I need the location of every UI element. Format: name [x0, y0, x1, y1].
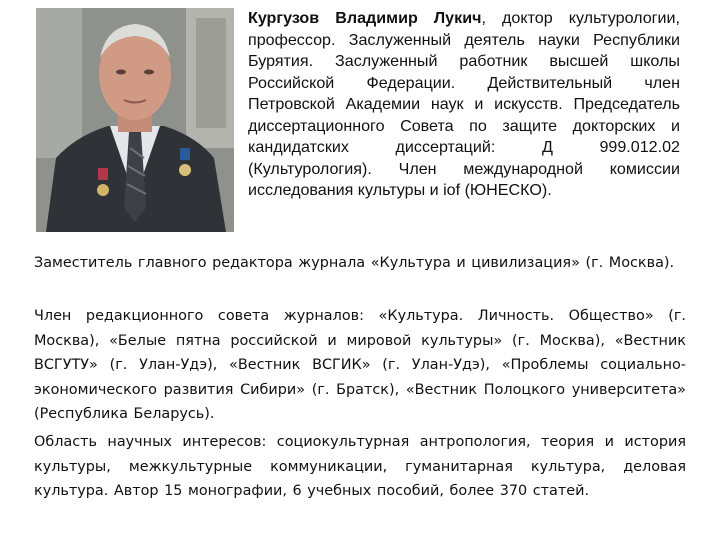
portrait-illustration	[36, 8, 234, 232]
paragraph-research-interests: Область научных интересов: социокультурная антропология, теория и история культуры, межкультурные коммуникации, гуманитарная культура, деловая культура. Автор 15 монографии, 6 учебных пособий, более 370 статей.	[34, 434, 686, 499]
bio-details: , доктор культурологии, профессор. Заслуженный деятель науки Республики Бурятия. Заслуженный работник высшей школы Российской Федерации. Действительный член Петровской Академии наук и искусств. Председатель диссертационного Совета по защите докторских и кандидатских диссертаций: Д 999.012.02 (Культурология). Член международной комиссии исследования культуры и iof (ЮНЕСКО).	[248, 9, 681, 199]
person-name: Кургузов Владимир Лукич	[248, 9, 482, 27]
portrait-photo	[36, 8, 234, 232]
paragraph-editor-role: Заместитель главного редактора журнала «Культура и цивилизация» (г. Москва).	[34, 255, 675, 271]
bio-text	[248, 8, 680, 202]
paragraph-editorial-boards: Член редакционного совета журналов: «Культура. Личность. Общество» (г. Москва), «Белые пятна российской и мировой культуры» (г. Москва), «Вестник ВСГУТУ» (г. Улан-Удэ), «Вестник ВСГИК» (г. Улан-Удэ), «Проблемы социально-экономического развития Сибири» (г. Братск), «Вестник Полоцкого университета» (Республика Беларусь).	[34, 308, 686, 422]
